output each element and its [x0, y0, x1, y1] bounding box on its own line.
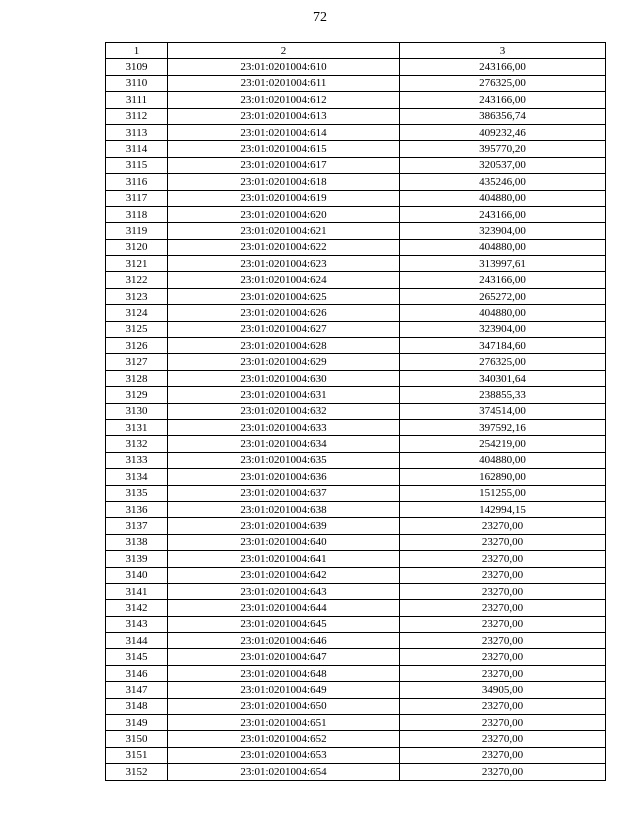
value-cell: 404880,00 [400, 239, 606, 255]
table-row [106, 747, 606, 763]
table-body [106, 59, 606, 780]
table-row [106, 518, 606, 534]
cadastral-number-cell: 23:01:0201004:652 [168, 731, 400, 747]
row-number-cell: 3123 [106, 288, 168, 304]
value-cell: 386356,74 [400, 108, 606, 124]
table-row [106, 157, 606, 173]
row-number-cell: 3110 [106, 75, 168, 91]
value-cell: 23270,00 [400, 633, 606, 649]
row-number-cell: 3121 [106, 256, 168, 272]
row-number-cell: 3114 [106, 141, 168, 157]
value-cell: 435246,00 [400, 174, 606, 190]
row-number-cell: 3129 [106, 387, 168, 403]
cadastral-number-cell: 23:01:0201004:632 [168, 403, 400, 419]
cadastral-number-cell: 23:01:0201004:612 [168, 92, 400, 108]
table-row [106, 501, 606, 517]
cadastral-number-cell: 23:01:0201004:654 [168, 764, 400, 780]
value-cell: 276325,00 [400, 75, 606, 91]
cadastral-number-cell: 23:01:0201004:628 [168, 338, 400, 354]
row-number-cell: 3137 [106, 518, 168, 534]
cadastral-number-cell: 23:01:0201004:619 [168, 190, 400, 206]
table-row [106, 649, 606, 665]
value-cell: 23270,00 [400, 616, 606, 632]
table-row [106, 239, 606, 255]
cadastral-number-cell: 23:01:0201004:640 [168, 534, 400, 550]
table-row [106, 370, 606, 386]
table-row [106, 108, 606, 124]
table-row [106, 665, 606, 681]
table-row [106, 256, 606, 272]
cadastral-number-cell: 23:01:0201004:615 [168, 141, 400, 157]
cadastral-number-cell: 23:01:0201004:635 [168, 452, 400, 468]
value-cell: 265272,00 [400, 288, 606, 304]
cadastral-number-cell: 23:01:0201004:611 [168, 75, 400, 91]
table-row [106, 403, 606, 419]
table-row [106, 387, 606, 403]
row-number-cell: 3143 [106, 616, 168, 632]
header-col-1: 1 [106, 43, 168, 59]
cadastral-number-cell: 23:01:0201004:613 [168, 108, 400, 124]
cadastral-number-cell: 23:01:0201004:634 [168, 436, 400, 452]
cadastral-number-cell: 23:01:0201004:630 [168, 370, 400, 386]
table-row [106, 190, 606, 206]
table-row [106, 305, 606, 321]
table-row [106, 288, 606, 304]
row-number-cell: 3138 [106, 534, 168, 550]
value-cell: 142994,15 [400, 501, 606, 517]
table-row [106, 321, 606, 337]
row-number-cell: 3116 [106, 174, 168, 190]
table-row [106, 141, 606, 157]
table-row [106, 567, 606, 583]
cadastral-number-cell: 23:01:0201004:644 [168, 600, 400, 616]
row-number-cell: 3136 [106, 501, 168, 517]
cadastral-number-cell: 23:01:0201004:648 [168, 665, 400, 681]
row-number-cell: 3131 [106, 419, 168, 435]
row-number-cell: 3135 [106, 485, 168, 501]
cadastral-number-cell: 23:01:0201004:621 [168, 223, 400, 239]
value-cell: 23270,00 [400, 715, 606, 731]
row-number-cell: 3118 [106, 206, 168, 222]
table-row [106, 436, 606, 452]
row-number-cell: 3141 [106, 583, 168, 599]
value-cell: 23270,00 [400, 698, 606, 714]
table-row [106, 92, 606, 108]
table-row [106, 764, 606, 780]
cadastral-number-cell: 23:01:0201004:617 [168, 157, 400, 173]
value-cell: 243166,00 [400, 272, 606, 288]
value-cell: 374514,00 [400, 403, 606, 419]
cadastral-number-cell: 23:01:0201004:645 [168, 616, 400, 632]
value-cell: 409232,46 [400, 124, 606, 140]
row-number-cell: 3132 [106, 436, 168, 452]
cadastral-number-cell: 23:01:0201004:641 [168, 551, 400, 567]
cadastral-number-cell: 23:01:0201004:643 [168, 583, 400, 599]
cadastral-number-cell: 23:01:0201004:618 [168, 174, 400, 190]
value-cell: 404880,00 [400, 190, 606, 206]
value-cell: 397592,16 [400, 419, 606, 435]
row-number-cell: 3119 [106, 223, 168, 239]
table-row [106, 272, 606, 288]
value-cell: 23270,00 [400, 747, 606, 763]
value-cell: 23270,00 [400, 731, 606, 747]
row-number-cell: 3134 [106, 469, 168, 485]
table-row [106, 633, 606, 649]
cadastral-number-cell: 23:01:0201004:653 [168, 747, 400, 763]
value-cell: 347184,60 [400, 338, 606, 354]
table-row [106, 534, 606, 550]
value-cell: 23270,00 [400, 649, 606, 665]
cadastral-number-cell: 23:01:0201004:625 [168, 288, 400, 304]
value-cell: 243166,00 [400, 206, 606, 222]
cadastral-number-cell: 23:01:0201004:622 [168, 239, 400, 255]
row-number-cell: 3145 [106, 649, 168, 665]
value-cell: 23270,00 [400, 567, 606, 583]
cadastral-number-cell: 23:01:0201004:627 [168, 321, 400, 337]
cadastral-number-cell: 23:01:0201004:633 [168, 419, 400, 435]
cadastral-number-cell: 23:01:0201004:639 [168, 518, 400, 534]
row-number-cell: 3140 [106, 567, 168, 583]
value-cell: 340301,64 [400, 370, 606, 386]
header-row [106, 43, 606, 59]
table-row [106, 419, 606, 435]
table-row [106, 124, 606, 140]
value-cell: 243166,00 [400, 92, 606, 108]
table-row [106, 600, 606, 616]
row-number-cell: 3130 [106, 403, 168, 419]
value-cell: 23270,00 [400, 518, 606, 534]
table-row [106, 223, 606, 239]
value-cell: 323904,00 [400, 321, 606, 337]
row-number-cell: 3152 [106, 764, 168, 780]
cadastral-number-cell: 23:01:0201004:637 [168, 485, 400, 501]
cadastral-number-cell: 23:01:0201004:614 [168, 124, 400, 140]
value-cell: 238855,33 [400, 387, 606, 403]
cadastral-number-cell: 23:01:0201004:626 [168, 305, 400, 321]
value-cell: 23270,00 [400, 665, 606, 681]
row-number-cell: 3126 [106, 338, 168, 354]
row-number-cell: 3150 [106, 731, 168, 747]
cadastral-number-cell: 23:01:0201004:647 [168, 649, 400, 665]
row-number-cell: 3112 [106, 108, 168, 124]
cadastral-number-cell: 23:01:0201004:651 [168, 715, 400, 731]
cadastral-number-cell: 23:01:0201004:620 [168, 206, 400, 222]
cadastral-number-cell: 23:01:0201004:650 [168, 698, 400, 714]
header-col-3: 3 [400, 43, 606, 59]
row-number-cell: 3146 [106, 665, 168, 681]
value-cell: 23270,00 [400, 583, 606, 599]
value-cell: 320537,00 [400, 157, 606, 173]
row-number-cell: 3133 [106, 452, 168, 468]
table-row [106, 616, 606, 632]
row-number-cell: 3109 [106, 59, 168, 75]
cadastral-table [105, 42, 606, 781]
row-number-cell: 3144 [106, 633, 168, 649]
table-row [106, 551, 606, 567]
table-row [106, 452, 606, 468]
value-cell: 243166,00 [400, 59, 606, 75]
cadastral-number-cell: 23:01:0201004:636 [168, 469, 400, 485]
page-number: 72 [313, 10, 327, 25]
value-cell: 34905,00 [400, 682, 606, 698]
row-number-cell: 3117 [106, 190, 168, 206]
table-row [106, 485, 606, 501]
cadastral-number-cell: 23:01:0201004:638 [168, 501, 400, 517]
value-cell: 23270,00 [400, 534, 606, 550]
table-header [106, 43, 606, 59]
cadastral-number-cell: 23:01:0201004:623 [168, 256, 400, 272]
value-cell: 23270,00 [400, 551, 606, 567]
row-number-cell: 3147 [106, 682, 168, 698]
value-cell: 404880,00 [400, 305, 606, 321]
table-row [106, 682, 606, 698]
value-cell: 323904,00 [400, 223, 606, 239]
value-cell: 151255,00 [400, 485, 606, 501]
cadastral-number-cell: 23:01:0201004:610 [168, 59, 400, 75]
table-row [106, 59, 606, 75]
row-number-cell: 3148 [106, 698, 168, 714]
value-cell: 23270,00 [400, 600, 606, 616]
cadastral-number-cell: 23:01:0201004:631 [168, 387, 400, 403]
row-number-cell: 3142 [106, 600, 168, 616]
row-number-cell: 3151 [106, 747, 168, 763]
table-row [106, 354, 606, 370]
table-row [106, 75, 606, 91]
value-cell: 395770,20 [400, 141, 606, 157]
table-row [106, 731, 606, 747]
value-cell: 276325,00 [400, 354, 606, 370]
cadastral-number-cell: 23:01:0201004:649 [168, 682, 400, 698]
cadastral-number-cell: 23:01:0201004:642 [168, 567, 400, 583]
table-row [106, 206, 606, 222]
cadastral-number-cell: 23:01:0201004:629 [168, 354, 400, 370]
table-row [106, 174, 606, 190]
value-cell: 313997,61 [400, 256, 606, 272]
cadastral-number-cell: 23:01:0201004:624 [168, 272, 400, 288]
row-number-cell: 3113 [106, 124, 168, 140]
row-number-cell: 3111 [106, 92, 168, 108]
header-col-2: 2 [168, 43, 400, 59]
row-number-cell: 3149 [106, 715, 168, 731]
value-cell: 404880,00 [400, 452, 606, 468]
table-row [106, 715, 606, 731]
cadastral-number-cell: 23:01:0201004:646 [168, 633, 400, 649]
table-row [106, 338, 606, 354]
table-row [106, 469, 606, 485]
row-number-cell: 3122 [106, 272, 168, 288]
table-row [106, 698, 606, 714]
row-number-cell: 3115 [106, 157, 168, 173]
row-number-cell: 3127 [106, 354, 168, 370]
value-cell: 23270,00 [400, 764, 606, 780]
value-cell: 254219,00 [400, 436, 606, 452]
value-cell: 162890,00 [400, 469, 606, 485]
row-number-cell: 3125 [106, 321, 168, 337]
table-row [106, 583, 606, 599]
row-number-cell: 3139 [106, 551, 168, 567]
row-number-cell: 3128 [106, 370, 168, 386]
row-number-cell: 3120 [106, 239, 168, 255]
row-number-cell: 3124 [106, 305, 168, 321]
